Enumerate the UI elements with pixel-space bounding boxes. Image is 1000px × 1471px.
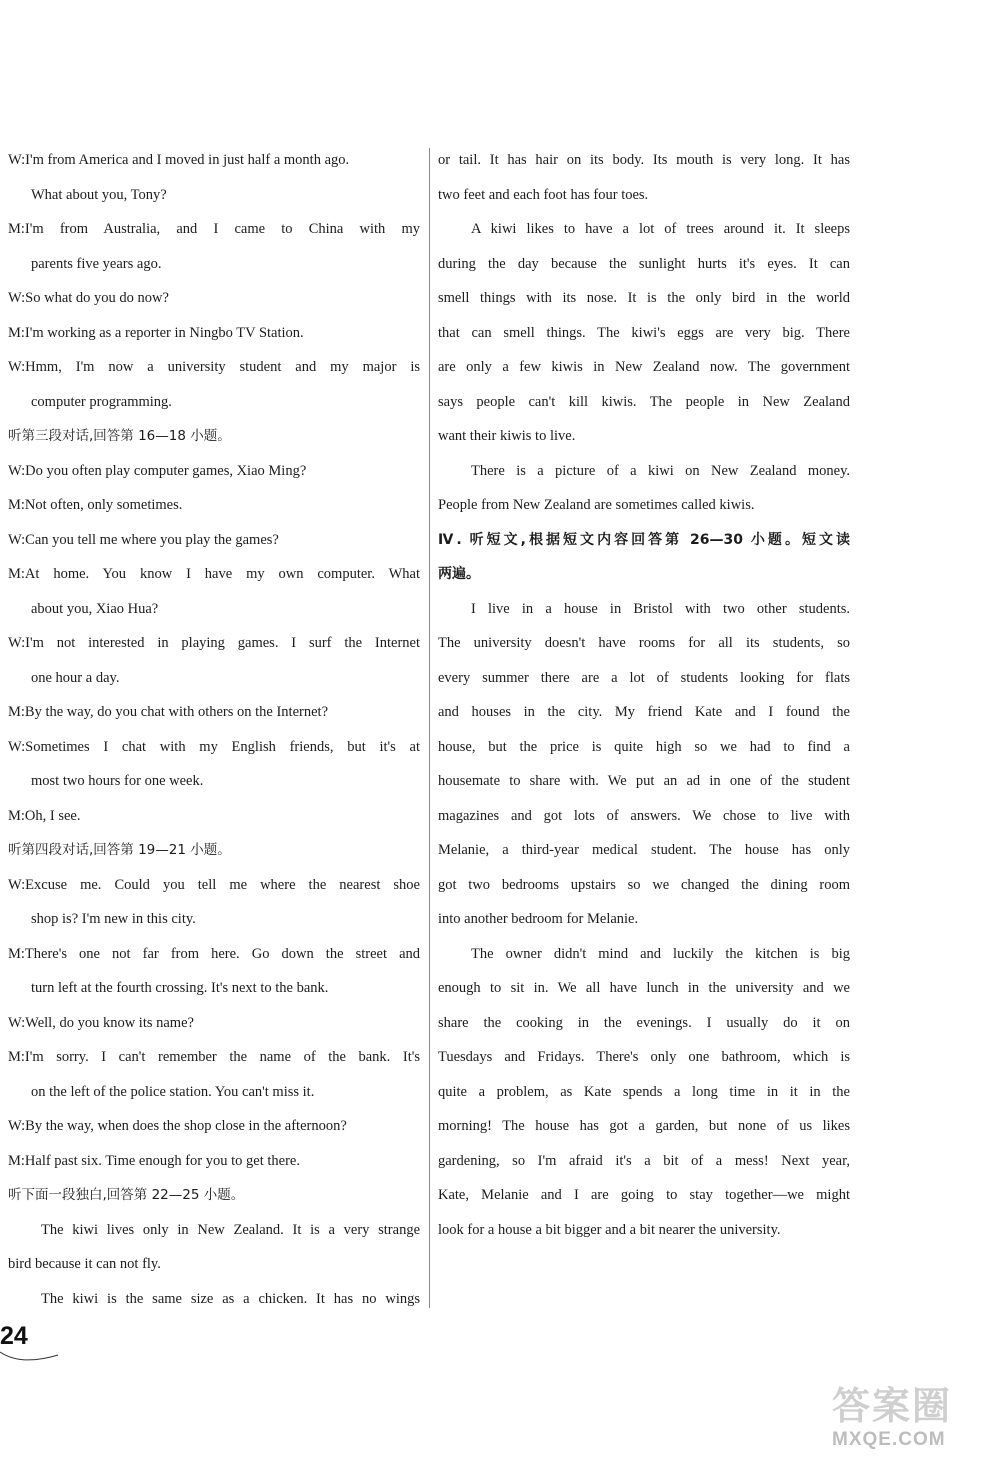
page-number-curve <box>0 1350 60 1364</box>
text-line: W:I'm not interested in playing games. I surf the Internet <box>8 635 420 651</box>
text-line: W:Hmm, I'm now a university student and my major is <box>8 359 420 375</box>
right-column <box>438 143 850 1247</box>
text-line: on the left of the police station. You can't miss it. <box>31 1083 315 1100</box>
text-line: look for a house a bit bigger and a bit nearer the university. <box>438 1221 781 1238</box>
text-line: M:Half past six. Time enough for you to get there. <box>8 1152 300 1169</box>
text-line: M:By the way, do you chat with others on the Internet? <box>8 704 328 720</box>
text-line: What about you, Tony? <box>31 186 167 203</box>
page-number: 24 <box>0 1322 28 1350</box>
text-line: W:By the way, when does the shop close in the afternoon? <box>8 1118 347 1134</box>
text-line: M:I'm working as a reporter in Ningbo TV Station. <box>8 324 304 341</box>
text-line: are only a few kiwis in New Zealand now. The government <box>438 359 850 375</box>
text-line: The owner didn't mind and luckily the kitchen is big <box>471 945 850 962</box>
text-line: 两遍。 <box>438 566 480 582</box>
text-line: A kiwi likes to have a lot of trees around it. It sleeps <box>471 221 850 237</box>
text-line: quite a problem, as Kate spends a long time in it in the <box>438 1083 850 1100</box>
text-line: morning! The house has got a garden, but none of us likes <box>438 1118 850 1134</box>
text-line: during the day because the sunlight hurts it's eyes. It can <box>438 255 850 272</box>
text-line: about you, Xiao Hua? <box>31 600 159 617</box>
text-line: Ⅳ. 听短文,根据短文内容回答第 26—30 小题。短文读 <box>438 531 850 548</box>
text-line: The university doesn't have rooms for all its students, so <box>438 635 850 651</box>
text-line: want their kiwis to live. <box>438 428 576 444</box>
text-line: computer programming. <box>31 393 172 410</box>
text-line: The kiwi lives only in New Zealand. It is a very strange <box>41 1221 420 1238</box>
text-line: W:Well, do you know its name? <box>8 1014 194 1031</box>
text-line: The kiwi is the same size as a chicken. It has no wings <box>41 1290 420 1307</box>
text-line: Kate, Melanie and I are going to stay together—we might <box>438 1187 850 1203</box>
text-line: Tuesdays and Fridays. There's only one bathroom, which is <box>438 1049 850 1065</box>
text-line: W:Can you tell me where you play the games? <box>8 531 279 548</box>
text-line: every summer there are a lot of students looking for flats <box>438 669 850 686</box>
text-line: I live in a house in Bristol with two other students. <box>471 600 850 617</box>
text-line: one hour a day. <box>31 669 120 686</box>
text-line: says people can't kill kiwis. The people in New Zealand <box>438 393 850 410</box>
text-line: house, but the price is quite high so we had to find a <box>438 738 850 755</box>
text-line: 听第三段对话,回答第 16—18 小题。 <box>8 428 231 444</box>
text-line: and houses in the city. My friend Kate and I found the <box>438 704 850 720</box>
text-line: bird because it can not fly. <box>8 1256 161 1272</box>
text-line: parents five years ago. <box>31 255 162 272</box>
text-line: that can smell things. The kiwi's eggs are very big. There <box>438 324 850 341</box>
text-line: into another bedroom for Melanie. <box>438 911 639 927</box>
text-line: 听下面一段独白,回答第 22—25 小题。 <box>8 1187 245 1203</box>
text-line: magazines and got lots of answers. We chose to live with <box>438 807 850 824</box>
watermark <box>832 1385 992 1465</box>
text-line: share the cooking in the evenings. I usually do it on <box>438 1014 850 1031</box>
text-line: gardening, so I'm afraid it's a bit of a mess! Next year, <box>438 1152 850 1169</box>
text-line: M:At home. You know I have my own computer. What <box>8 566 420 582</box>
column-divider <box>429 148 430 1308</box>
text-line: M:I'm from Australia, and I came to China with my <box>8 221 420 237</box>
text-line: W:Sometimes I chat with my English friends, but it's at <box>8 738 420 755</box>
text-line: housemate to share with. We put an ad in one of the student <box>438 773 850 789</box>
watermark-logo: 答案圈 <box>832 1386 953 1428</box>
text-line: W:So what do you do now? <box>8 290 169 306</box>
text-line: W:I'm from America and I moved in just half a month ago. <box>8 152 350 168</box>
text-line: turn left at the fourth crossing. It's next to the bank. <box>31 980 329 996</box>
text-line: shop is? I'm new in this city. <box>31 911 196 927</box>
text-line: Melanie, a third-year medical student. The house has only <box>438 842 850 858</box>
text-line: People from New Zealand are sometimes called kiwis. <box>438 497 755 513</box>
text-line: M:Not often, only sometimes. <box>8 497 183 513</box>
text-line: or tail. It has hair on its body. Its mouth is very long. It has <box>438 152 850 168</box>
text-line: 听第四段对话,回答第 19—21 小题。 <box>8 842 231 858</box>
text-line: There is a picture of a kiwi on New Zealand money. <box>471 462 850 479</box>
left-column <box>8 143 420 1316</box>
text-line: two feet and each foot has four toes. <box>438 186 649 203</box>
text-line: most two hours for one week. <box>31 773 204 789</box>
text-line: W:Excuse me. Could you tell me where the nearest shoe <box>8 876 420 893</box>
watermark-url: MXQE.COM <box>832 1429 946 1450</box>
text-line: M:There's one not far from here. Go down the street and <box>8 945 420 962</box>
text-line: got two bedrooms upstairs so we changed the dining room <box>438 876 850 893</box>
text-line: enough to sit in. We all have lunch in the university and we <box>438 980 850 996</box>
text-line: M:Oh, I see. <box>8 807 81 824</box>
text-line: smell things with its nose. It is the only bird in the world <box>438 290 850 306</box>
text-line: W:Do you often play computer games, Xiao Ming? <box>8 462 307 479</box>
text-line: M:I'm sorry. I can't remember the name of the bank. It's <box>8 1049 420 1065</box>
